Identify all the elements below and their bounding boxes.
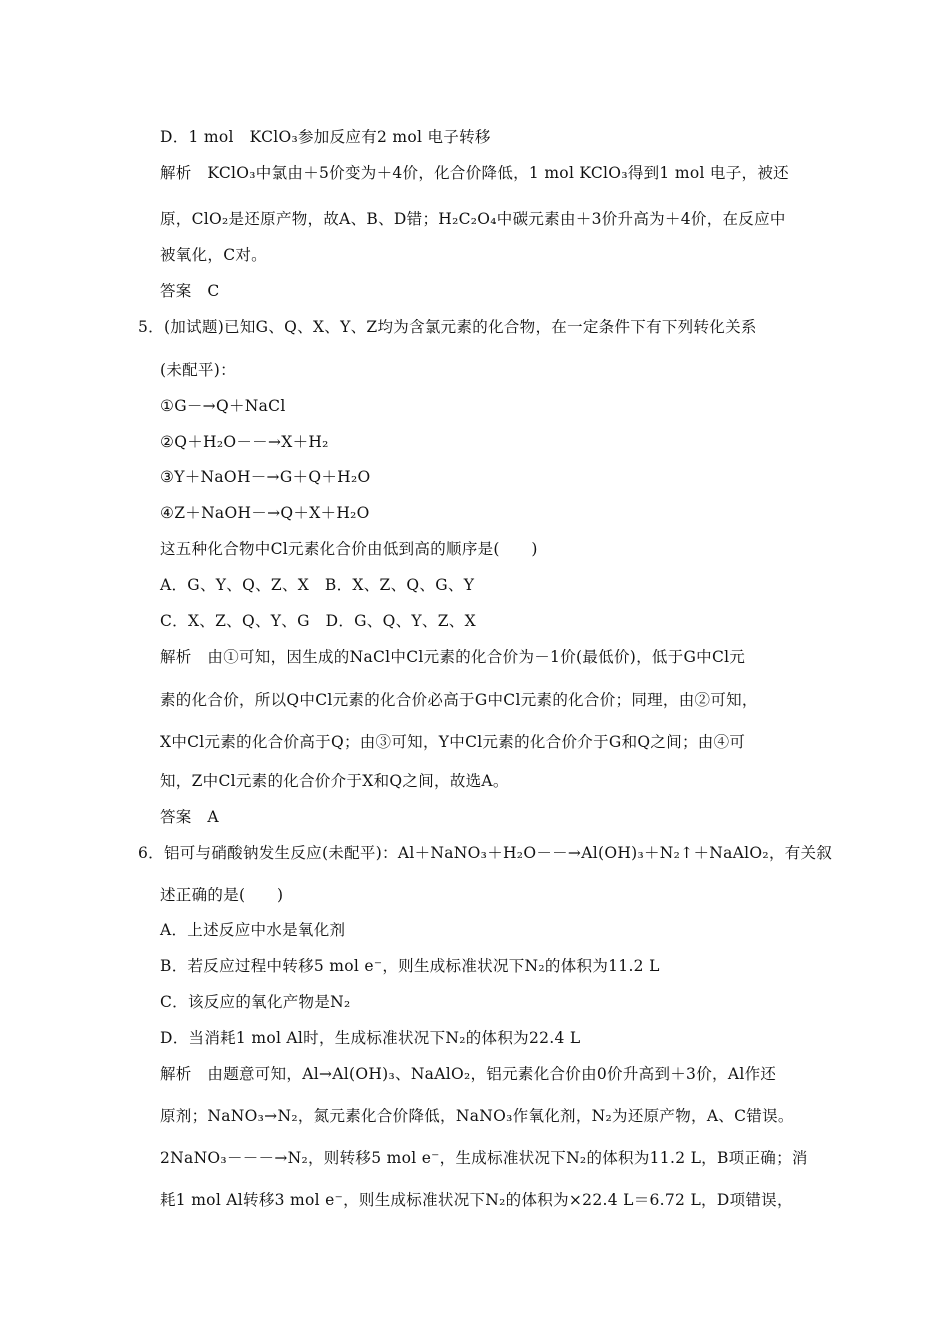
reaction-3: ③Y＋NaOH－→G＋Q＋H₂O [160,468,371,486]
analysis-q4-line3: 被氧化，C对。 [160,246,267,264]
option-d-q4: D．1 mol KClO₃参加反应有2 mol 电子转移 [160,128,491,146]
answer-q4: 答案 C [160,282,220,300]
reaction-2: ②Q＋H₂O－－→X＋H₂ [160,433,329,451]
analysis-q5-line3: X中Cl元素的化合价高于Q；由③可知，Y中Cl元素的化合价介于G和Q之间；由④可 [160,733,746,751]
question-5-ask: 这五种化合物中Cl元素化合价由低到高的顺序是( ) [160,540,538,558]
analysis-q6-line3: 2NaNO₃－－－→N₂，则转移5 mol e⁻，生成标准状况下N₂的体积为11.2 L，B项正确；消 [160,1149,808,1167]
reaction-1: ①G－→Q＋NaCl [160,397,286,415]
question-5-stem-cont: (未配平)： [160,361,236,379]
answer-q5: 答案 A [160,808,219,826]
question-5-stem: 5．(加试题)已知G、Q、X、Y、Z均为含氯元素的化合物，在一定条件下有下列转化关系 [138,318,757,336]
analysis-q6-line2: 原剂；NaNO₃→N₂，氮元素化合价降低，NaNO₃作氧化剂，N₂为还原产物，A、C错误。 [160,1107,794,1125]
analysis-q4-line2: 原，ClO₂是还原产物，故A、B、D错；H₂C₂O₄中碳元素由＋3价升高为＋4价，在反应中 [160,210,786,228]
option-c-q6: C．该反应的氧化产物是N₂ [160,993,351,1011]
analysis-q6-line4: 耗1 mol Al转移3 mol e⁻，则生成标准状况下N₂的体积为×22.4 L＝6.72 L，D项错误， [160,1191,793,1209]
question-6-stem: 6．铝可与硝酸钠发生反应(未配平)：Al＋NaNO₃＋H₂O－－→Al(OH)₃＋N₂↑＋NaAlO₂，有关叙 [138,844,833,862]
question-6-stem-cont: 述正确的是( ) [160,886,284,904]
analysis-q5-line1: 解析 由①可知，因生成的NaCl中Cl元素的化合价为－1价(最低价)，低于G中Cl元 [160,648,746,666]
option-d-q6: D．当消耗1 mol Al时，生成标准状况下N₂的体积为22.4 L [160,1029,581,1047]
options-cd-q5: C．X、Z、Q、Y、G D．G、Q、Y、Z、X [160,612,476,630]
analysis-q4-line1: 解析 KClO₃中氯由＋5价变为＋4价，化合价降低，1 mol KClO₃得到1 mol 电子，被还 [160,164,789,182]
option-a-q6: A．上述反应中水是氧化剂 [160,921,346,939]
analysis-q6-line1: 解析 由题意可知，Al→Al(OH)₃、NaAlO₂，铝元素化合价由0价升高到＋3价，Al作还 [160,1065,777,1083]
analysis-q5-line4: 知，Z中Cl元素的化合价介于X和Q之间，故选A。 [160,772,509,790]
analysis-q5-line2: 素的化合价，所以Q中Cl元素的化合价必高于G中Cl元素的化合价；同理，由②可知， [160,691,758,709]
option-b-q6: B．若反应过程中转移5 mol e⁻，则生成标准状况下N₂的体积为11.2 L [160,957,660,975]
options-ab-q5: A．G、Y、Q、Z、X B．X、Z、Q、G、Y [160,576,475,594]
reaction-4: ④Z＋NaOH－→Q＋X＋H₂O [160,504,370,522]
